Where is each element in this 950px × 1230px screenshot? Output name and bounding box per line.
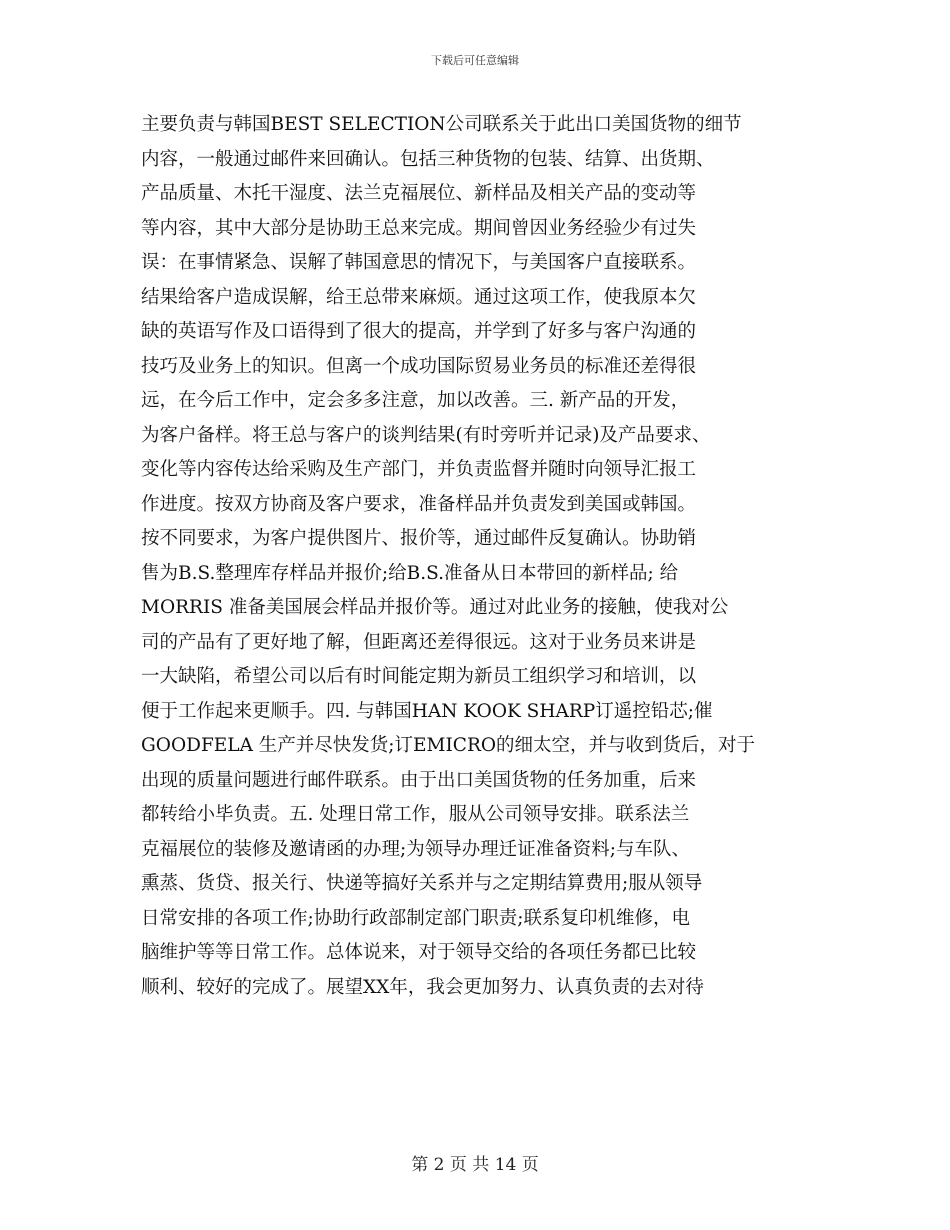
text-line: 结果给客户造成误解，给王总带来麻烦。通过这项工作，使我原本欠 xyxy=(141,286,697,308)
text-line: 一大缺陷，希望公司以后有时间能定期为新员工组织学习和培训，以 xyxy=(141,666,697,687)
text-line: 日常安排的各项工作;协助行政部制定部门职责;联系复印机维修，电 xyxy=(141,907,690,929)
text-line: 产品质量、木托干湿度、法兰克福展位、新样品及相关产品的变动等 xyxy=(141,183,697,204)
text-line: 内容，一般通过邮件来回确认。包括三种货物的包装、结算、出货期、 xyxy=(141,148,715,170)
text-line: 克福展位的装修及邀请函的办理;为领导办理迁证准备资料;与车队、 xyxy=(141,838,690,860)
text-line: 主要负责与韩国BEST SELECTION公司联系关于此出口美国货物的细节 xyxy=(141,114,742,135)
page-header: 下载后可任意编辑 xyxy=(431,54,519,67)
text-line: 技巧及业务上的知识。但离一个成功国际贸易业务员的标准还差得很 xyxy=(141,355,697,377)
page-number-footer: 第 2 页 共 14 页 xyxy=(411,1155,539,1175)
text-line: MORRIS 准备美国展会样品并报价等。通过对此业务的接触，使我对公 xyxy=(141,597,729,618)
body-text xyxy=(141,108,821,1005)
text-line: 误：在事情紧急、误解了韩国意思的情况下，与美国客户直接联系。 xyxy=(141,252,697,273)
text-line: 缺的英语写作及口语得到了很大的提高，并学到了好多与客户沟通的 xyxy=(141,321,697,342)
text-line: 脑维护等等日常工作。总体说来，对于领导交给的各项任务都已比较 xyxy=(141,942,697,963)
text-line: 熏蒸、货贷、报关行、快递等搞好关系并与之定期结算费用;服从领导 xyxy=(141,873,703,894)
text-line: 售为B.S.整理库存样品并报价;给B.S.准备从日本带回的新样品; 给 xyxy=(141,562,679,584)
text-line: 顺利、较好的完成了。展望XX年，我会更加努力、认真负责的去对待 xyxy=(141,976,704,998)
text-line: 出现的质量问题进行邮件联系。由于出口美国货物的任务加重，后来 xyxy=(141,769,697,791)
text-line: 作进度。按双方协商及客户要求，准备样品并负责发到美国或韩国。 xyxy=(141,493,697,515)
text-line: 为客户备样。将王总与客户的谈判结果(有时旁听并记录)及产品要求、 xyxy=(141,424,711,446)
text-line: 便于工作起来更顺手。四. 与韩国HAN KOOK SHARP订遥控铅芯;催 xyxy=(141,700,713,722)
text-line: 远，在今后工作中，定会多多注意，加以改善。三. 新产品的开发， xyxy=(141,390,690,411)
text-line: 变化等内容传达给采购及生产部门，并负责监督并随时向领导汇报工 xyxy=(141,459,697,480)
text-line: 等内容，其中大部分是协助王总来完成。期间曾因业务经验少有过失 xyxy=(141,217,697,239)
text-line: 按不同要求，为客户提供图片、报价等，通过邮件反复确认。协助销 xyxy=(141,528,697,549)
text-line: 司的产品有了更好地了解，但距离还差得很远。这对于业务员来讲是 xyxy=(141,631,697,653)
text-line: GOODFELA 生产并尽快发货;订EMICRO的细太空，并与收到货后，对于 xyxy=(141,735,756,756)
text-line: 都转给小毕负责。五. 处理日常工作，服从公司领导安排。联系法兰 xyxy=(141,804,690,825)
